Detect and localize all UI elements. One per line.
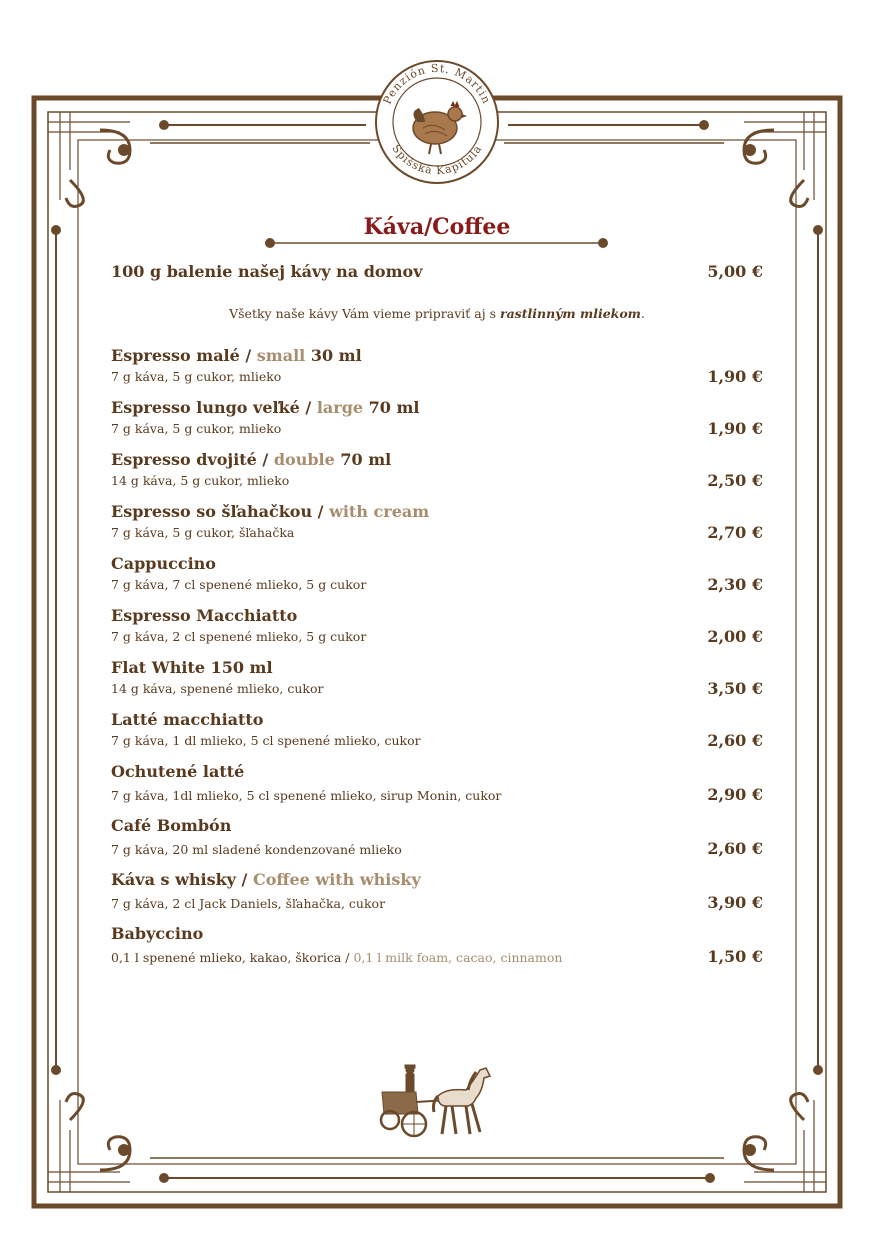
item-description: 14 g káva, 5 g cukor, mlieko	[111, 473, 290, 488]
menu-item	[111, 658, 763, 697]
item-description: 7 g káva, 7 cl spenené mlieko, 5 g cukor	[111, 577, 367, 592]
item-description: 7 g káva, 20 ml sladené kondenzované mlieko	[111, 842, 402, 857]
item-name-en: Coffee with whisky	[252, 870, 421, 889]
item-name-en: large	[316, 398, 364, 417]
plant-milk-note	[0, 306, 874, 321]
item-name-suffix: 70 ml	[334, 450, 392, 469]
item-price: 2,60 €	[707, 731, 763, 750]
item-price: 3,90 €	[707, 893, 763, 912]
note-emphasis: rastlinným mliekom	[499, 306, 641, 321]
item-price: 1,50 €	[707, 947, 763, 966]
item-price: 2,30 €	[707, 575, 763, 594]
item-name-sk: Babyccino	[111, 924, 204, 943]
item-name-sk: Café Bombón	[111, 816, 232, 835]
menu-item	[111, 398, 763, 437]
item-description: 14 g káva, spenené mlieko, cukor	[111, 681, 324, 696]
item-price: 1,90 €	[707, 367, 763, 386]
item-name-sk: Espresso Macchiatto	[111, 606, 298, 625]
pension-logo	[373, 58, 501, 186]
menu-item	[111, 606, 763, 645]
item-description: 7 g káva, 2 cl Jack Daniels, šľahačka, cukor	[111, 896, 386, 911]
item-name-en: double	[273, 450, 335, 469]
menu-item	[111, 450, 763, 489]
item-name-suffix: 70 ml	[363, 398, 420, 417]
item-description: 7 g káva, 2 cl spenené mlieko, 5 g cukor	[111, 629, 367, 644]
item-name-suffix: 30 ml	[305, 346, 362, 365]
package-price: 5,00 €	[707, 262, 763, 281]
item-name-sk: Káva s whisky /	[111, 870, 253, 889]
menu-item	[111, 554, 763, 593]
section-title: Káva/Coffee	[363, 214, 511, 240]
item-price: 2,50 €	[707, 471, 763, 490]
item-name-en: small	[256, 346, 306, 365]
package-name: 100 g balenie našej kávy na domov	[111, 262, 423, 281]
item-description: 0,1 l spenené mlieko, kakao, škorica /	[111, 950, 354, 965]
item-name-sk: Espresso dvojité /	[111, 450, 274, 469]
item-name-sk: Espresso so šľahačkou /	[111, 502, 330, 521]
menu-item	[111, 346, 763, 385]
item-price: 3,50 €	[707, 679, 763, 698]
item-price: 1,90 €	[707, 419, 763, 438]
menu-item	[111, 502, 763, 541]
horse-carriage-icon	[376, 1062, 498, 1142]
note-suffix: .	[640, 306, 645, 321]
item-description: 7 g káva, 5 g cukor, mlieko	[111, 421, 282, 436]
note-prefix: Všetky naše kávy Vám vieme pripraviť aj s	[229, 306, 500, 321]
menu-item	[111, 924, 763, 966]
menu-item	[111, 816, 763, 858]
menu-item	[111, 870, 763, 912]
menu-item	[111, 762, 763, 804]
package-row	[111, 262, 763, 282]
item-name-sk: Espresso malé /	[111, 346, 257, 365]
item-description: 7 g káva, 5 g cukor, mlieko	[111, 369, 282, 384]
item-description: 7 g káva, 1dl mlieko, 5 cl spenené mlieko, sirup Monin, cukor	[111, 788, 502, 803]
item-price: 2,00 €	[707, 627, 763, 646]
item-name-sk: Cappuccino	[111, 554, 216, 573]
logo-bottom-text: Spišská Kapitula	[389, 142, 485, 178]
item-description: 7 g káva, 1 dl mlieko, 5 cl spenené mlieko, cukor	[111, 733, 421, 748]
logo-top-text: Penzión St. Martin	[380, 61, 494, 107]
item-name-sk: Flat White 150 ml	[111, 658, 273, 677]
item-price: 2,60 €	[707, 839, 763, 858]
item-name-sk: Ochutené latté	[111, 762, 245, 781]
item-description: 7 g káva, 5 g cukor, šľahačka	[111, 525, 295, 540]
item-name-sk: Latté macchiatto	[111, 710, 264, 729]
menu-item	[111, 710, 763, 749]
item-name-sk: Espresso lungo veľké /	[111, 398, 317, 417]
item-name-en: with cream	[329, 502, 430, 521]
item-description-en: 0,1 l milk foam, cacao, cinnamon	[353, 950, 563, 965]
item-price: 2,90 €	[707, 785, 763, 804]
item-price: 2,70 €	[707, 523, 763, 542]
